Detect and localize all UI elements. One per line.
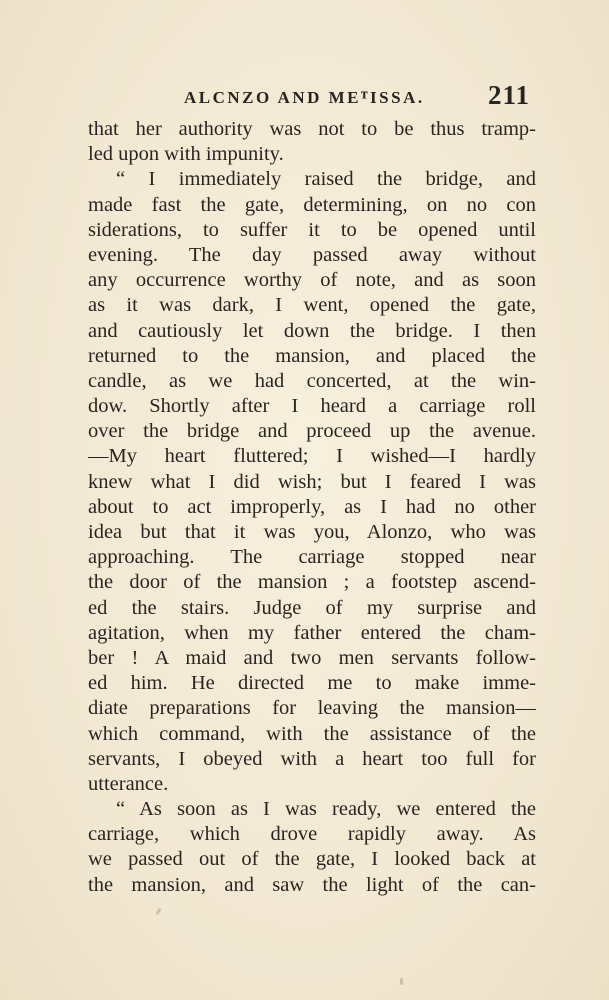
text-line: knew what I did wish; but I feared I was <box>88 470 536 493</box>
running-head: ALCNZO AND MEᵀISSA. <box>184 88 425 107</box>
text-line: led upon with impunity. <box>88 143 284 166</box>
text-line: ber ! A maid and two men servants follow- <box>88 646 536 669</box>
text-line: returned to the mansion, and placed the <box>88 344 536 367</box>
text-line: made fast the gate, determining, on no con <box>88 193 536 216</box>
text-line: the mansion, and saw the light of the can- <box>88 873 536 896</box>
text-line: dow. Shortly after I heard a carriage roll <box>88 395 536 418</box>
page-number: 211 <box>487 80 530 110</box>
text-line: idea but that it was you, Alonzo, who was <box>88 521 536 543</box>
paper-speck <box>155 908 161 916</box>
text-line: utterance. <box>88 772 169 795</box>
text-line: siderations, to suffer it to be opened until <box>88 218 536 241</box>
text-line: we passed out of the gate, I looked back at <box>88 848 536 871</box>
text-line: ed him. He directed me to make imme- <box>88 672 536 695</box>
text-line: diate preparations for leaving the mansion— <box>88 697 536 720</box>
text-line: candle, as we had concerted, at the win- <box>88 369 536 392</box>
text-line: ed the stairs. Judge of my surprise and <box>88 596 536 619</box>
text-line: over the bridge and proceed up the avenue. <box>88 420 536 443</box>
text-line: the door of the mansion ; a footstep ascend- <box>88 571 536 594</box>
text-line: that her authority was not to be thus tramp- <box>88 118 536 140</box>
text-line: “ As soon as I was ready, we entered the <box>116 798 536 821</box>
text-line: approaching. The carriage stopped near <box>88 546 536 569</box>
text-line: any occurrence worthy of note, and as soon <box>88 269 536 292</box>
text-line: as it was dark, I went, opened the gate, <box>88 294 536 317</box>
text-line: “ I immediately raised the bridge, and <box>116 168 536 191</box>
text-line: carriage, which drove rapidly away. As <box>88 823 536 846</box>
text-line: and cautiously let down the bridge. I then <box>88 319 536 342</box>
page-header <box>88 78 536 118</box>
body-text <box>88 117 536 898</box>
text-line: which command, with the assistance of the <box>88 722 536 745</box>
text-line: servants, I obeyed with a heart too full for <box>88 747 536 770</box>
text-line: about to act improperly, as I had no other <box>88 495 536 518</box>
text-line: agitation, when my father entered the cham- <box>88 621 536 644</box>
text-line: evening. The day passed away without <box>88 243 536 266</box>
text-line: —My heart fluttered; I wished—I hardly <box>88 445 536 468</box>
paper-speck <box>400 978 403 985</box>
